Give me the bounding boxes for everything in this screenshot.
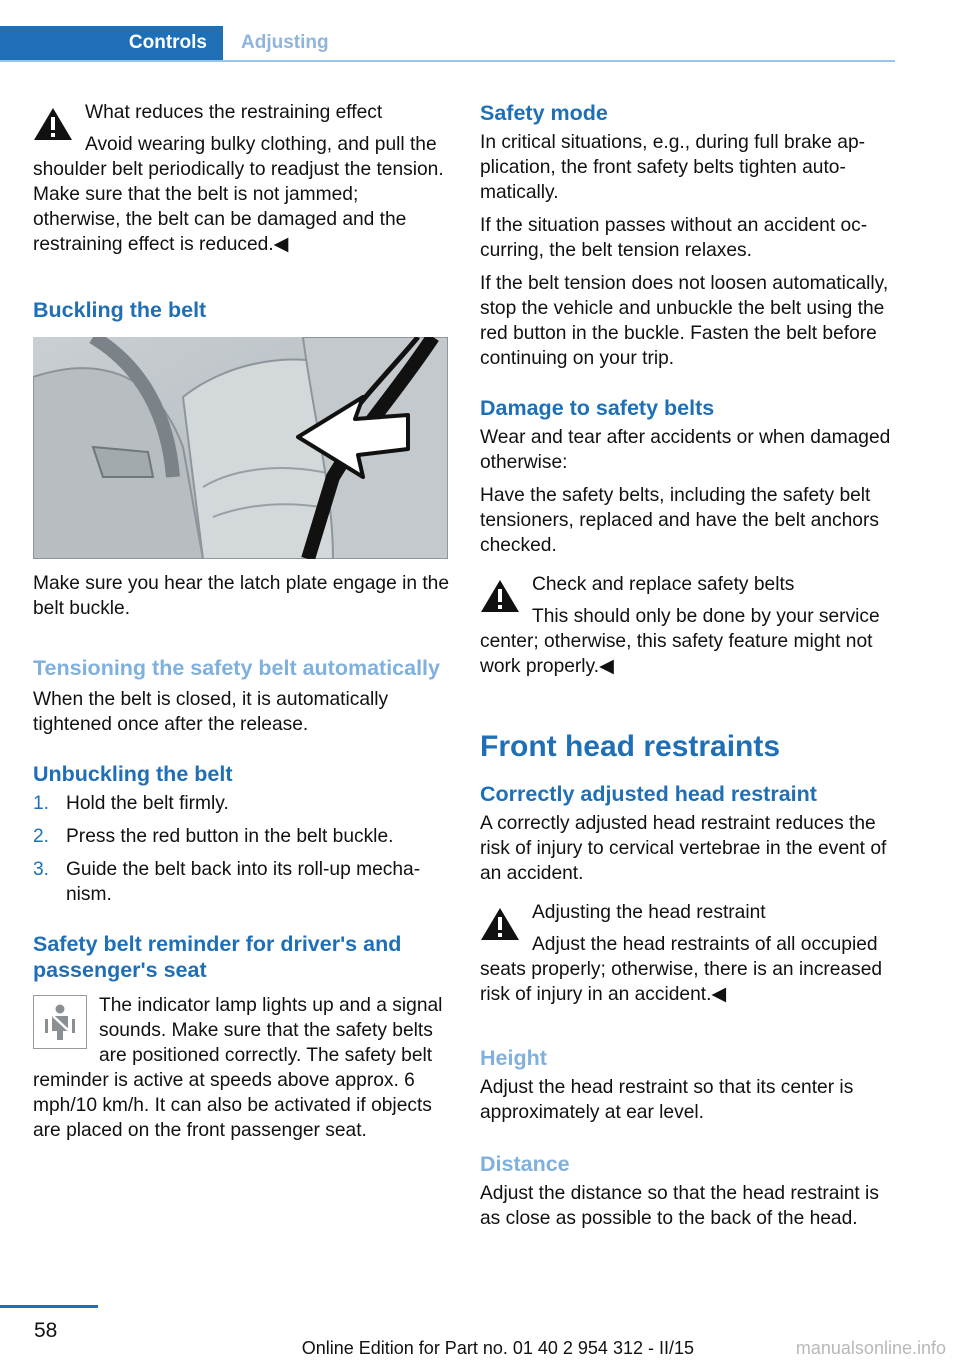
warning-title: Check and replace safety belts bbox=[532, 574, 795, 595]
heading-height: Height bbox=[480, 1046, 547, 1070]
step-text: Hold the belt firmly. bbox=[66, 793, 229, 814]
belt-reminder-block bbox=[33, 993, 449, 1143]
list-item bbox=[33, 824, 449, 849]
list-item bbox=[33, 857, 449, 907]
safety-mode-para-1: In critical situations, e.g., during full brake application, the front safety belts tighten automatically. bbox=[480, 132, 866, 203]
header-tabbar bbox=[0, 26, 895, 62]
warning-body: This should only be done by your service center; otherwise, this safety feature might not work properly.◀ bbox=[480, 606, 880, 677]
warning-triangle-icon bbox=[480, 906, 520, 942]
heading-front-head-restraints: Front head restraints bbox=[480, 730, 781, 763]
step-number: 1. bbox=[33, 793, 50, 814]
warning-triangle-icon bbox=[480, 578, 520, 614]
page-number: 58 bbox=[34, 1319, 58, 1342]
left-column bbox=[33, 100, 449, 1151]
safety-mode-para-2: If the situation passes without an accident occurring, the belt tension relaxes. bbox=[480, 215, 868, 261]
warning-title: What reduces the restraining effect bbox=[85, 102, 383, 123]
list-item bbox=[33, 791, 449, 816]
footer-rule bbox=[0, 1305, 98, 1308]
warning-restraining-effect bbox=[33, 100, 449, 257]
warning-body: Avoid wearing bulky clothing, and pull the shoulder belt periodically to readjust the tension. Make sure that the belt is not jammed; otherwise, the belt can be damaged and the restraining effect is reduced.◀ bbox=[33, 134, 444, 255]
right-column bbox=[480, 100, 896, 1239]
warning-body: Adjust the head restraints of all occupied seats properly; otherwise, there is an increased risk of injury in an accident.◀ bbox=[480, 934, 883, 1005]
heading-belt-reminder: Safety belt reminder for driver's and passenger's seat bbox=[33, 932, 402, 982]
seat-belt-buckle-illustration bbox=[33, 337, 448, 559]
warning-title: Adjusting the head restraint bbox=[532, 902, 766, 923]
warning-triangle-icon bbox=[33, 106, 73, 142]
watermark: manualsonline.info bbox=[795, 1338, 946, 1358]
edition-note: Online Edition for Part no. 01 40 2 954 312 - II/15 bbox=[301, 1338, 694, 1358]
tab-adjusting[interactable]: Adjusting bbox=[241, 32, 329, 53]
height-text: Adjust the head restraint so that its center is approximately at ear level. bbox=[480, 1077, 854, 1123]
step-number: 2. bbox=[33, 826, 50, 847]
step-number: 3. bbox=[33, 859, 50, 880]
header-rule bbox=[0, 60, 895, 62]
step-text: Guide the belt back into its roll-up mechanism. bbox=[66, 859, 421, 905]
safety-mode-para-3: If the belt tension does not loosen automatically, stop the vehicle and unbuckle the belt using the red button in the buckle. Fasten the belt before continuing on your trip. bbox=[480, 273, 889, 369]
damage-para-2: Have the safety belts, including the safety belt tensioners, replaced and have the belt anchors checked. bbox=[480, 485, 879, 556]
step-text: Press the red button in the belt buckle. bbox=[66, 826, 394, 847]
unbuckling-steps bbox=[33, 791, 449, 907]
belt-reminder-text: The indicator lamp lights up and a signal sounds. Make sure that the safety belts are positioned correctly. The safety belt reminder is active at speeds above approx. 6 mph/10 km/h. It can also be activated if objects are placed on the front passenger seat. bbox=[33, 995, 443, 1141]
correctly-adjusted-text: A correctly adjusted head restraint reduces the risk of injury to cervical vertebrae in the event of an accident. bbox=[480, 813, 887, 884]
tab-controls[interactable]: Controls bbox=[0, 26, 223, 60]
heading-damage: Damage to safety belts bbox=[480, 396, 715, 420]
seatbelt-indicator-icon bbox=[33, 995, 87, 1049]
heading-tensioning: Tensioning the safety belt automatically bbox=[33, 656, 440, 680]
warning-adjust-head-restraint bbox=[480, 900, 896, 1007]
buckling-text: Make sure you hear the latch plate engage in the belt buckle. bbox=[33, 573, 450, 619]
damage-para-1: Wear and tear after accidents or when damaged otherwise: bbox=[480, 427, 891, 473]
warning-check-belts bbox=[480, 572, 896, 679]
tensioning-text: When the belt is closed, it is automatically tightened once after the release. bbox=[33, 689, 389, 735]
heading-distance: Distance bbox=[480, 1152, 570, 1176]
heading-correctly-adjusted: Correctly adjusted head restraint bbox=[480, 782, 817, 806]
distance-text: Adjust the distance so that the head restraint is as close as possible to the back of the head. bbox=[480, 1183, 879, 1229]
heading-unbuckling: Unbuckling the belt bbox=[33, 762, 233, 786]
heading-safety-mode: Safety mode bbox=[480, 101, 608, 125]
heading-buckling: Buckling the belt bbox=[33, 298, 207, 322]
